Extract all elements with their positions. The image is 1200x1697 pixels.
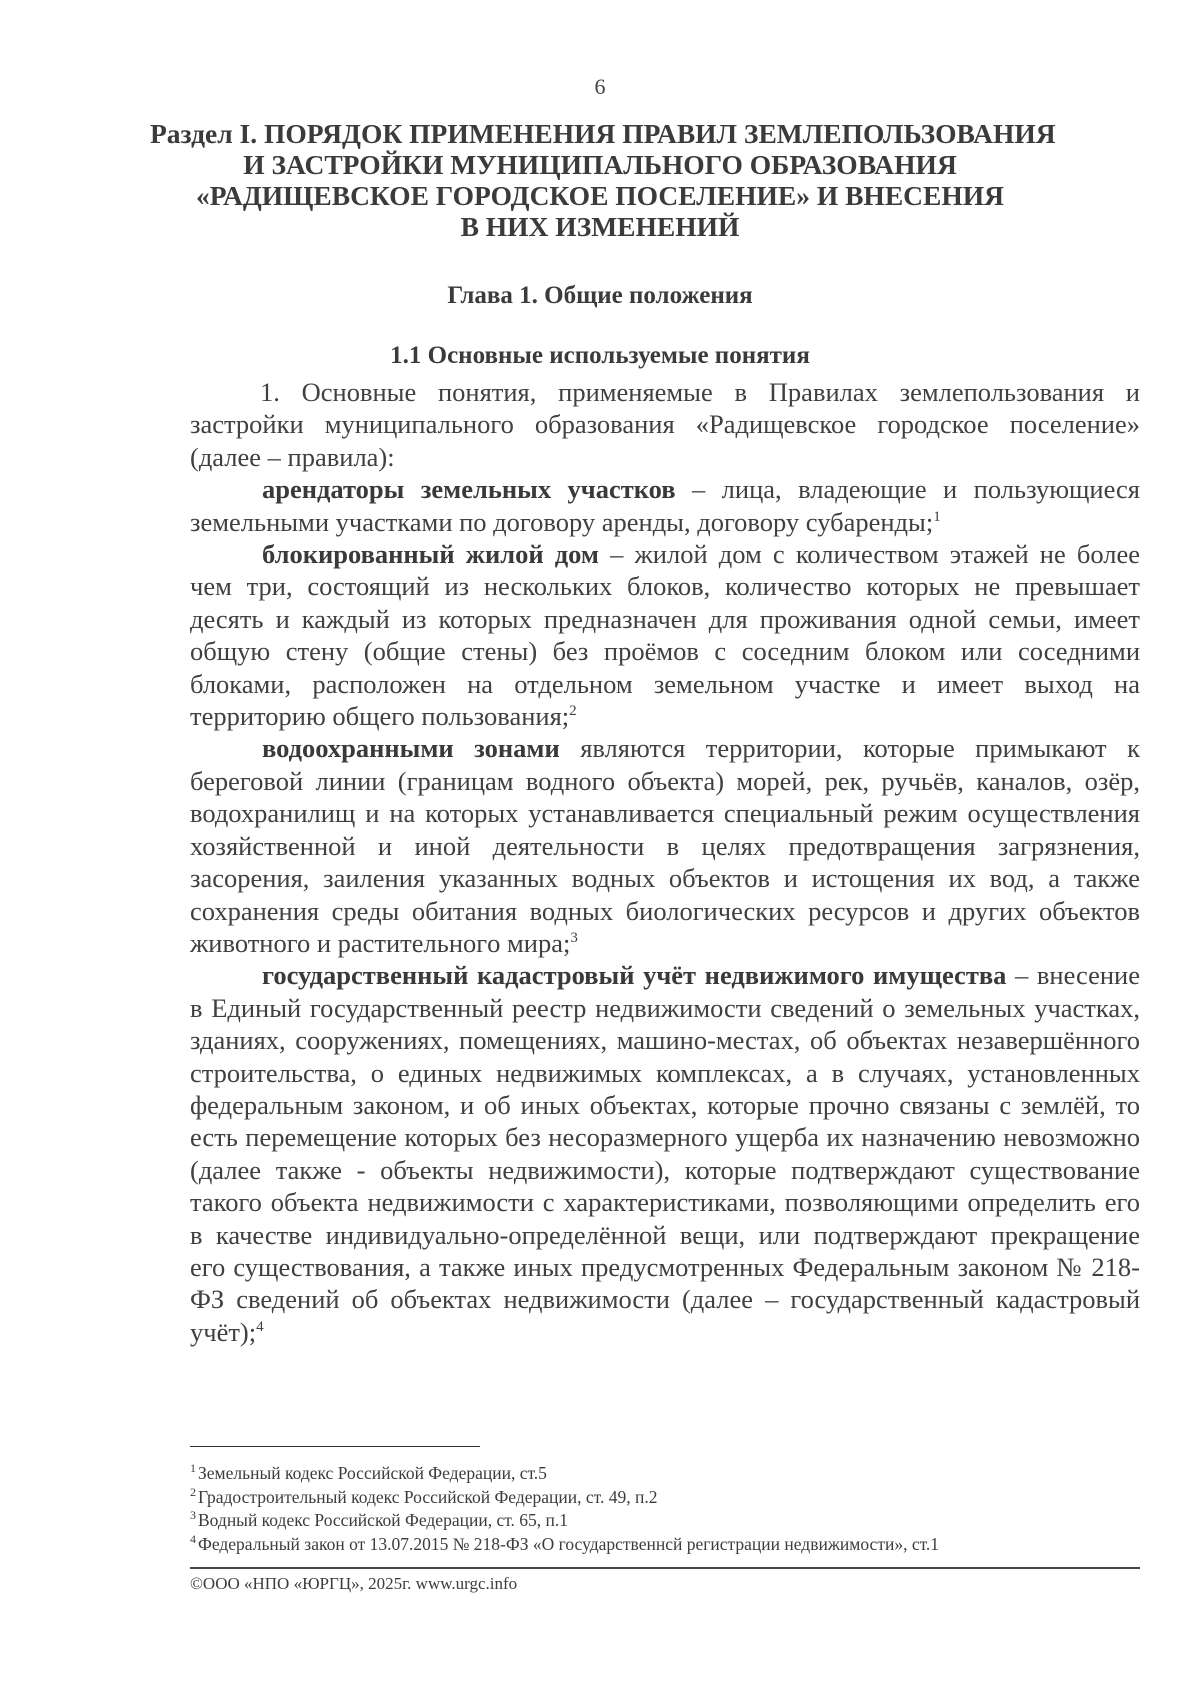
footnote-text: Федеральный закон от 13.07.2015 № 218-ФЗ «О государственнсй регистрации недвижимости», ст.1 [198, 1533, 940, 1554]
body-text [190, 376, 1140, 1348]
definition-term: водоохранными зонами [262, 733, 560, 764]
definition-text: – лица, владеющие и пользующиеся земельными участками по договору аренды, договору субаренды; [190, 474, 1140, 537]
footnote-number: 2 [190, 1484, 196, 1499]
footnote-text: Водный кодекс Российской Федерации, ст. 65, п.1 [198, 1510, 569, 1530]
footnote-number: 3 [190, 1508, 196, 1523]
footnote-number: 1 [190, 1461, 196, 1476]
definition-term: государственный кадастровый учёт недвижимого имущества [262, 960, 1007, 991]
footnote-ref: 3 [570, 930, 578, 947]
footer-separator [190, 1567, 1140, 1569]
definition-paragraph [190, 538, 1140, 732]
definition-term: блокированный жилой дом [262, 539, 599, 570]
definition-paragraph [190, 473, 1140, 538]
footnote-ref: 2 [569, 703, 577, 720]
section-title-line: В НИХ ИЗМЕНЕНИЙ [460, 211, 740, 242]
footnote [190, 1462, 1140, 1486]
definition-text: – внесение в Единый государственный реестр недвижимости сведений о земельных участках, зданиях, сооружениях, помещениях, машино-местах, об объектах незавершённого строительства, о единых недвижимых комплексах, а в случаях, установленных федеральным законом, и об иных объектах, которые прочно связаны с землёй, то есть перемещение которых без несоразмерного ущерба их назначению невозможно (далее также - объекты недвижимости), которые подтверждают существование такого объекта недвижимости с характеристиками, позволяющими определить его в качестве индивидуально-определённой вещи, или подтверждают прекращение его существования, а также иных предусмотренных Федеральным законом № 218-ФЗ сведений об объектах недвижимости (далее – государственный кадастровый учёт); [190, 960, 1140, 1347]
definition-term: арендаторы земельных участков [262, 474, 676, 505]
footnote-text: Земельный кодекс Российской Федерации, ст.5 [198, 1463, 547, 1483]
footnote-number: 4 [190, 1531, 196, 1546]
definition-text: являются территории, которые примыкают к береговой линии (границам водного объекта) морей, рек, ручьёв, каналов, озёр, водохранилищ и на которых устанавливается специальный режим осуществления хозяйственной и иной деятельности в целях предотвращения загрязнения, засорения, заиления указанных водных объектов и истощения их вод, а также сохранения среды обитания водных биологических ресурсов и других объектов животного и растительногo мира; [190, 733, 1140, 958]
subsection-title: 1.1 Основные используемые понятия [390, 342, 810, 369]
definition-text: – жилой дом с количеством этажей не более чем три, состоящий из нескольких блоков, количество которых не превышает десять и каждый из которых предназначен для проживания одной семьи, имеет общую стену (общие стены) без проёмов с соседним блоком или соседними блоками, расположен на отдельном земельном участке и имеет выход на территорию общего пользования; [190, 539, 1141, 732]
chapter-title: Глава 1. Общие положения [447, 282, 753, 309]
footnote-ref: 1 [933, 508, 941, 525]
definition-paragraph [190, 959, 1140, 1348]
section-title-line: Раздел I. ПОРЯДОК ПРИМЕНЕНИЯ ПРАВИЛ ЗЕМЛЕПОЛЬЗОВАНИЯ [150, 118, 1056, 149]
footnotes [190, 1462, 1140, 1556]
page-number: 6 [594, 74, 606, 99]
definition-paragraph [190, 732, 1140, 959]
footnote [190, 1509, 1140, 1533]
footnote-separator [190, 1446, 480, 1447]
footnote-ref: 4 [256, 1318, 264, 1335]
footnote [190, 1533, 1140, 1557]
section-title-line: «РАДИЩЕВСКОЕ ГОРОДСКОЕ ПОСЕЛЕНИЕ» И ВНЕСЕНИЯ [195, 180, 1005, 211]
footer-copyright: ©ООО «НПО «ЮРГЦ», 2025г. www.urgc.info [190, 1574, 518, 1593]
footnote [190, 1486, 1140, 1510]
intro-paragraph: 1. Основные понятия, применяемые в Правилах землепользования и застройки муниципального образования «Радищевское городское поселение» (далее – правила): [190, 377, 1140, 472]
footnote-text: Градостроительный кодекс Российской Федерации, ст. 49, п.2 [198, 1486, 658, 1507]
section-title-line: И ЗАСТРОЙКИ МУНИЦИПАЛЬНОГО ОБРАЗОВАНИЯ [243, 149, 957, 180]
section-title [150, 118, 1056, 242]
